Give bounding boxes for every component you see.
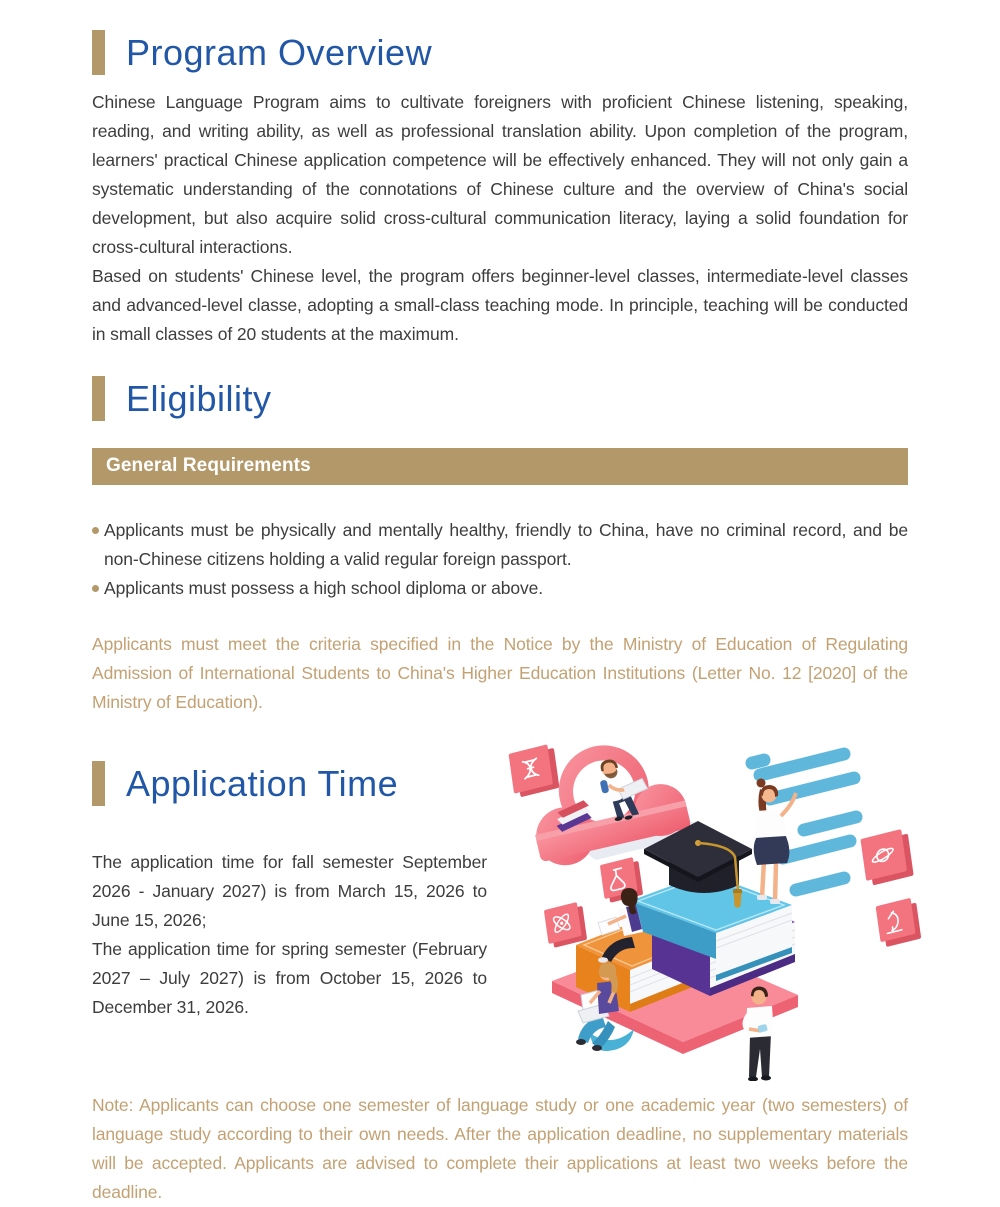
bullet-dot: [92, 527, 99, 534]
application-time-text: [92, 848, 487, 1022]
requirement-text: Applicants must possess a high school diploma or above.: [104, 578, 544, 598]
education-illustration-svg: [502, 733, 922, 1081]
bullet-dot: [92, 585, 99, 592]
section-program-overview-heading: [92, 30, 908, 75]
requirement-text: Applicants must be physically and mentally healthy, friendly to China, have no criminal record, and be non-Chinese citizens holding a valid regular foreign passport.: [104, 520, 908, 569]
section-eligibility-heading: [92, 376, 908, 421]
list-item: [92, 574, 908, 603]
program-overview-text: [92, 88, 908, 349]
application-note: Note: Applicants can choose one semester of language study or one academic year (two semesters) of language study according to their own needs. After the application deadline, no supplementary materials will be accepted. Applicants are advised to complete their applications at least two weeks before the deadline.: [92, 1095, 908, 1202]
heading-accent-bar: [92, 761, 105, 806]
section-eligibility: [92, 376, 908, 717]
microscope-icon: [876, 897, 922, 949]
application-time-column: [92, 761, 487, 1022]
application-time-paragraph: The application time for fall semester September 2026 - January 2027) is from March 15, 2026 to June 15, 2026;: [92, 852, 487, 930]
list-item: [92, 516, 908, 574]
requirements-list: [92, 516, 908, 603]
planet-icon: [860, 828, 913, 887]
section-application-time: [92, 761, 908, 1083]
eligibility-title: Eligibility: [126, 377, 272, 419]
atom-icon: [544, 901, 587, 949]
program-overview-paragraph: Based on students' Chinese level, the program offers beginner-level classes, intermediate-level classes and advanced-level classe, adopting a small-class teaching mode. In principle, teaching will be conducted in small classes of 20 students at the maximum.: [92, 266, 908, 344]
program-overview-paragraph: Chinese Language Program aims to cultivate foreigners with proficient Chinese listening, speaking, reading, and writing ability, as well as professional translation ability. Upon completion of the program, learners' practical Chinese application competence will be effectively enhanced. They will not only gain a systematic understanding of the connotations of Chinese culture and the overview of China's social development, but also acquire solid cross-cultural communication literacy, laying a solid foundation for cross-cultural interactions.: [92, 92, 908, 257]
regulation-note: Applicants must meet the criteria specified in the Notice by the Ministry of Education of Regulating Admission of International Students to China's Higher Education Institutions (Letter No. 12 [2020] of the Ministry of Education).: [92, 634, 908, 712]
application-time-title: Application Time: [126, 762, 399, 804]
heading-accent-bar: [92, 30, 105, 75]
heading-accent-bar: [92, 376, 105, 421]
section-application-time-heading: [92, 761, 487, 806]
dna-icon: [509, 743, 560, 799]
education-illustration: [502, 733, 922, 1081]
application-time-paragraph: The application time for spring semester (February 2027 – July 2027) is from October 15, 2026 to December 31, 2026.: [92, 939, 487, 1017]
page-title: Program Overview: [126, 31, 433, 73]
general-requirements-banner: General Requirements: [92, 448, 908, 485]
